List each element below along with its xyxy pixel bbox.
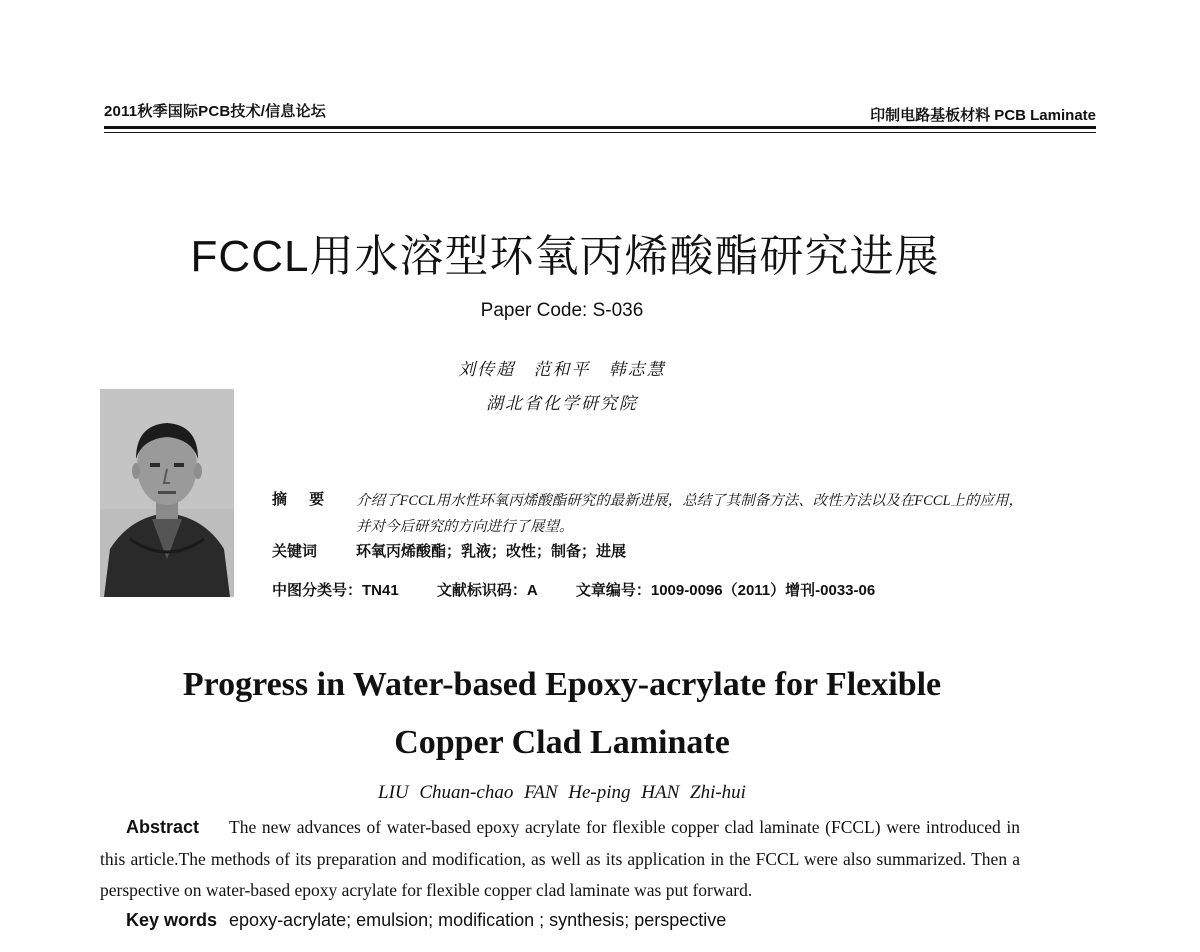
authors-cn: 刘传超 范和平 韩志慧	[458, 360, 666, 379]
authors-en: LIU Chuan-chao FAN He-ping HAN Zhi-hui	[378, 782, 746, 803]
keywords-cn-label: 关键词	[272, 543, 318, 560]
paper-title-en-line1: Progress in Water-based Epoxy-acrylate for Flexible	[182, 666, 942, 703]
abstract-cn-label: 摘 要	[272, 491, 325, 508]
abstract-cn-text: 介绍了FCCL用水性环氧丙烯酸酯研究的最新进展，总结了其制备方法、改性方法以及在FCCL上的应用，并对今后研究的方向进行了展望。	[356, 493, 1024, 535]
header-rule-thick	[104, 126, 1096, 129]
keywords-cn-text: 环氧丙烯酸酯；乳液；改性；制备；进展	[356, 543, 627, 560]
header-forum-title: 2011秋季国际PCB技术/信息论坛	[104, 103, 326, 120]
keywords-en-row	[126, 910, 726, 931]
header-section-label: 印制电路基板材料 PCB Laminate	[870, 107, 1096, 124]
header-rule-thin	[104, 132, 1096, 133]
article-number: 文章编号：1009-0096（2011）增刊-0033-06	[575, 582, 876, 599]
document-code: 文献标识码：A	[436, 582, 538, 599]
affiliation-cn: 湖北省化学研究院	[486, 394, 638, 413]
keywords-en-text: epoxy-acrylate; emulsion; modification ; synthesis; perspective	[229, 910, 727, 930]
abstract-en-label: Abstract	[126, 817, 200, 837]
classification-row	[272, 579, 909, 600]
classification-number: 中图分类号：TN41	[272, 582, 399, 599]
keywords-en-label: Key words	[126, 910, 218, 930]
author-portrait-image	[100, 389, 234, 597]
abstract-en-text: The new advances of water-based epoxy acrylate for flexible copper clad laminate (FCCL) were introduced in this article.The methods of its preparation and modification, as well as its application in the FCCL were also summarized. Then a perspective on water-based epoxy acrylate for flexible copper clad laminate was put forward.	[100, 817, 1020, 900]
paper-title-en-line2: Copper Clad Laminate	[394, 724, 730, 761]
author-photo	[100, 389, 234, 597]
abstract-cn-block	[272, 488, 1032, 564]
abstract-en-block	[100, 812, 1020, 907]
paper-title-cn: FCCL用水溶型环氧丙烯酸酯研究进展	[190, 232, 940, 281]
paper-code: Paper Code: S-036	[480, 300, 644, 321]
